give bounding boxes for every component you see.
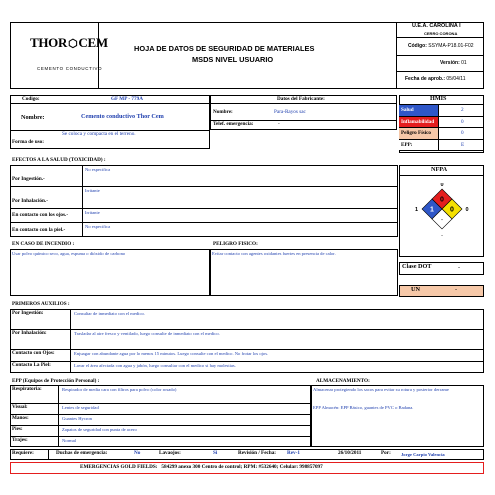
epp-row-value: Normal: [62, 438, 77, 443]
doc-code-label: Código:: [408, 43, 427, 49]
first-aid-row-label: Contacto con Ojos:: [12, 350, 55, 356]
hmis-row-value: 2: [461, 107, 464, 113]
logo-subtitle: CEMENTO CONDUCTIVO: [37, 66, 103, 71]
epp-row-value: Lentes de seguridad: [62, 405, 99, 410]
epp-row-line: [10, 403, 311, 404]
doc-version-value: 01: [461, 60, 467, 66]
nfpa-title: NFPA: [431, 166, 448, 173]
doc-version: [440, 61, 467, 67]
storage-box: [311, 385, 484, 447]
nfpa-special-diamond-value: -: [441, 217, 443, 224]
class-dot-label: Clase DOT: [402, 263, 432, 270]
emergency-contacts: EMERGENCIAS GOLD FIELDS: 584299 anexo 300 Centro de control; RPM: #532640; Celular: 998857097: [80, 464, 323, 470]
epp-row-label: Manos:: [12, 415, 29, 421]
nfpa-fire-diamond-value: 0: [440, 196, 444, 204]
physical-title: PELIGRO FISICO:: [213, 241, 258, 247]
un-value: -: [455, 286, 458, 293]
doc-date-value: 05/04/11: [446, 76, 466, 82]
shower-label: Duchas de emergencia:: [56, 450, 108, 456]
hmis-row-label: Salud: [401, 107, 414, 113]
product-name-label: Nombre:: [21, 114, 45, 121]
hmis-row-value: 0: [461, 130, 464, 136]
product-use-label: Forma de uso:: [12, 139, 44, 145]
manufacturer-phone-label: Telef. emergencia:: [213, 121, 254, 127]
first-aid-row-label: Por Inhalación:: [12, 330, 47, 336]
org-subname: CERRO CORONA: [424, 31, 458, 36]
health-title: EFECTOS A LA SALUD (TOXICIDAD) :: [12, 157, 106, 163]
epp-row-line: [10, 436, 311, 437]
first-aid-row-label: Contacto La Piel:: [12, 362, 51, 368]
physical-box: [210, 249, 398, 296]
health-row-line: [10, 208, 398, 209]
health-box: [10, 165, 398, 237]
doc-date-label: Fecha de aprob.:: [405, 76, 446, 82]
doc-date: [405, 77, 466, 83]
nfpa-diamond: [415, 183, 469, 241]
document-title: HOJA DE DATOS DE SEGURIDAD DE MATERIALES: [134, 44, 315, 53]
fire-value: Usar polvo químico seco, agua, espuma o dióxido de carbono: [12, 251, 126, 256]
nfpa-reactivity-diamond-value: 0: [450, 206, 454, 214]
hmis-row-label: Peligro Físico: [401, 130, 432, 136]
un-label: UN: [411, 286, 420, 293]
epp-row-label: Respiratoria:: [12, 386, 42, 392]
health-row-line: [10, 222, 398, 223]
health-row-label: En contacto con la piel.-: [12, 227, 66, 233]
storage-line1: Almacenar protegiendo los sacos para evitar su rotura y posterior derrame: [313, 387, 449, 392]
first-aid-row-value: Trasladar al aire fresco y ventilado, luego consulte de inmediato con el medico.: [74, 331, 220, 336]
epp-row-line: [10, 425, 311, 426]
hmis-row-label: EPP:: [401, 141, 413, 148]
class-dot-value: -: [458, 264, 461, 271]
epp-row-value: Zapatos de seguridad con punta de acero: [62, 427, 137, 432]
first-aid-row-line: [10, 349, 484, 350]
document-subtitle: MSDS NIVEL USUARIO: [192, 55, 274, 64]
storage-line2: EPP Almacén: EPP Básico, guantes de PVC o Badana.: [313, 405, 414, 410]
hmis-row-value: 0: [461, 118, 464, 125]
manufacturer-title: Datos del Fabricante:: [277, 96, 325, 102]
health-row-value: No especifica: [85, 224, 111, 229]
hmis-title: HMIS: [430, 95, 447, 102]
storage-title: ALMACENAMIENTO:: [316, 378, 370, 384]
first-aid-title: PRIMEROS AUXILIOS :: [12, 301, 70, 307]
health-row-label: Por Inhalación.-: [12, 198, 48, 204]
doc-code-value: SSYMA-P18.01-F02: [428, 43, 474, 49]
health-row-label: En contacto con los ojos.-: [12, 212, 69, 218]
nfpa-left-value: 1: [415, 207, 419, 213]
health-row-label: Por Ingestión.-: [12, 176, 45, 182]
doc-version-label: Versión:: [440, 60, 460, 66]
first-aid-row-value: Lavar el área afectada con agua y jabón, luego consultar con el medico si hay molestias.: [74, 363, 236, 368]
manufacturer-name-label: Nombre:: [213, 109, 233, 115]
nfpa-top-value: 0: [440, 183, 444, 188]
first-aid-row-label: Por Ingestión:: [12, 310, 44, 316]
epp-box: [10, 385, 311, 447]
epp-row-label: Pies:: [12, 426, 23, 432]
epp-row-value: Respirador de media cara con filtros para polvo (color rosado): [62, 387, 177, 392]
revision-value: Rev-1: [287, 450, 300, 456]
shower-value: No: [134, 450, 141, 456]
org-name: U.E.A. CAROLINA I: [412, 23, 461, 29]
req-label: Requiere:: [12, 450, 34, 456]
manufacturer-phone-value: -: [278, 121, 280, 127]
logo-text-cem: CEM: [78, 35, 108, 50]
epp-row-line: [10, 414, 311, 415]
logo-text-thor: THOR: [30, 35, 68, 50]
epp-row-value: Guantes Hycron: [62, 416, 92, 421]
product-name-value: Cemento conductivo Thor Cem: [81, 113, 164, 120]
author-label: Por:: [381, 450, 391, 456]
manufacturer-name-value: Para-Rayos sac: [274, 109, 306, 115]
health-row-line: [10, 186, 398, 187]
first-aid-row-value: Consultar de inmediato con el medico.: [74, 311, 145, 316]
epp-row-label: Visual:: [12, 404, 28, 410]
revision-date: 26/10/2011: [338, 450, 362, 456]
nfpa-right-value: 0: [465, 207, 469, 213]
epp-title: EPP (Equipos de Protección Personal) :: [12, 378, 100, 384]
header-divider-left: [98, 22, 99, 89]
company-logo: [30, 36, 108, 50]
fire-title: EN CASO DE INCENDIO :: [12, 241, 75, 247]
health-row-value: Irritante: [85, 210, 100, 215]
nfpa-bottom-value: -: [441, 233, 443, 239]
revision-label: Revisión / Fecha:: [238, 450, 277, 456]
logo-hexagon-icon: ⬡: [68, 38, 78, 50]
eyewash-label: Lavaojos:: [159, 450, 181, 456]
product-code-label: Codigo:: [22, 96, 40, 102]
epp-row-label: Trajes:: [12, 437, 28, 443]
nfpa-health-diamond-value: 1: [430, 206, 434, 214]
health-row-value: Irritante: [85, 188, 100, 193]
author-value: Jorge Carpio Valencia: [401, 451, 445, 457]
hmis-row-label: Inflamabilidad: [401, 118, 435, 125]
product-use-value: Se coloca y compacta en el terreno.: [62, 131, 136, 137]
product-code-value: GF MP - 779A: [111, 96, 143, 102]
first-aid-row-line: [10, 361, 484, 362]
fire-box: [10, 249, 210, 296]
hmis-row-value: E: [461, 141, 465, 148]
doc-code: [408, 44, 474, 50]
physical-value: Evitar contacto con agentes oxidantes fuertes en presencia de calor.: [212, 251, 336, 256]
health-row-value: No especifica: [85, 167, 111, 172]
first-aid-row-line: [10, 329, 484, 330]
first-aid-row-value: Enjuagar con abundante agua por lo menos 15 minutos. Luego consulte con el medico. No frotar los ojos.: [74, 351, 269, 356]
eyewash-value: Si: [213, 450, 218, 456]
